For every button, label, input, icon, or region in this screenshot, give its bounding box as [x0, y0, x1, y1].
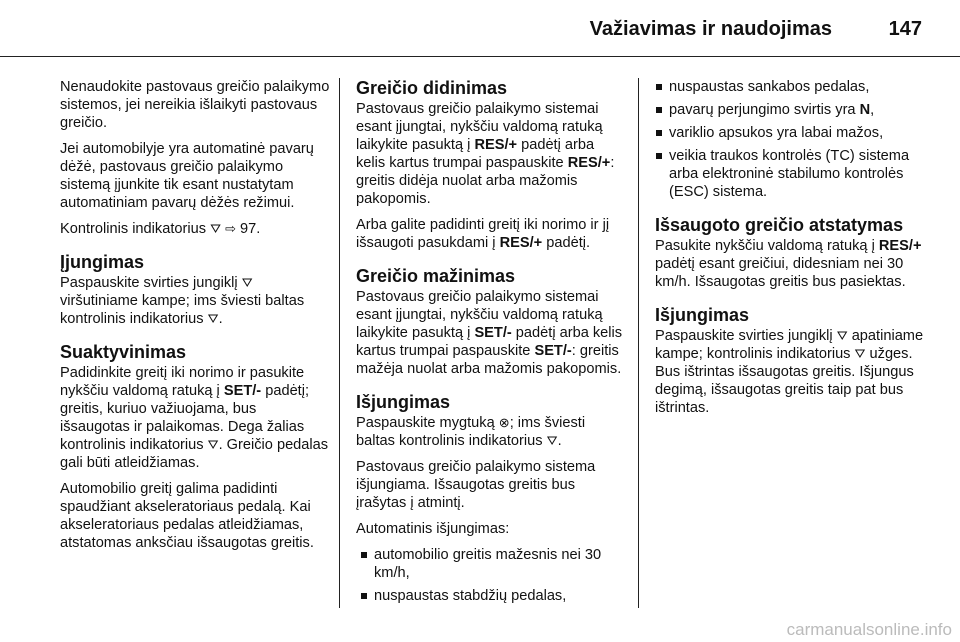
paragraph: Paspauskite svirties jungiklį ⛛ viršutiniame kampe; ims šviesti baltas kontrolinis indikatorius ⛛. [60, 275, 305, 327]
paragraph: Pastovaus greičio palaikymo sistemai esant įjungtai, nykščiu valdomą ratuką laikykite pasuktą į RES/+ padėtį arba kelis kartus trumpai paspauskite RES/+: greitis didėja nuolat arba mažomis pakopomis. [356, 101, 615, 207]
column-2 [356, 78, 626, 610]
cruise-control-icon: ⛛ [207, 437, 219, 452]
paragraph: Arba galite padidinti greitį iki norimo ir jį išsaugoti pasukdami į RES/+ padėtį. [356, 217, 610, 251]
paragraph: Kontrolinis indikatorius ⛛ ⇨ 97. [60, 221, 261, 237]
page-number: 147 [888, 18, 922, 40]
column-1 [60, 78, 330, 560]
heading-decrease-speed: Greičio mažinimas [356, 266, 516, 286]
paragraph: Paspauskite mygtuką ⊗; ims šviesti baltas kontrolinis indikatorius ⛛. [356, 415, 586, 449]
list-item: nuspaustas sankabos pedalas, [655, 78, 925, 96]
heading-activation: Suaktyvinimas [60, 342, 187, 362]
list-item: veikia traukos kontrolės (TC) sistema arba elektroninė stabilumo kontrolės (ESC) sistema. [655, 147, 925, 201]
heading-switch-on: Įjungimas [60, 252, 145, 272]
cruise-control-icon: ⛛ [207, 311, 219, 326]
cancel-icon: ⊗ [498, 415, 510, 430]
list-item: variklio apsukos yra labai mažos, [655, 124, 925, 142]
heading-increase-speed: Greičio didinimas [356, 78, 508, 98]
cruise-control-icon: ⛛ [241, 275, 253, 290]
list-item: pavarų perjungimo svirtis yra N, [655, 101, 925, 119]
heading-resume-speed: Išsaugoto greičio atstatymas [655, 215, 904, 235]
header-rule [0, 56, 960, 57]
cruise-control-icon: ⛛ [836, 328, 848, 343]
paragraph: Automobilio greitį galima padidinti spaudžiant akseleratoriaus pedalą. Kai akseleratoriaus pedalas atleidžiamas, atstatomas anksčiau išsaugotas greitis. [60, 481, 314, 551]
list-item: automobilio greitis mažesnis nei 30 km/h, [360, 546, 626, 582]
cruise-control-icon: ⛛ [210, 221, 221, 236]
heading-deactivation: Išjungimas [356, 392, 451, 412]
column-divider-1 [339, 78, 340, 608]
auto-off-list [356, 546, 626, 605]
paragraph: Pasukite nykščiu valdomą ratuką į RES/+ padėtį esant greičiui, didesniam nei 30 km/h. Išsaugotas greitis bus pasiektas. [655, 238, 922, 290]
heading-switch-off: Išjungimas [655, 305, 750, 325]
paragraph: Paspauskite svirties jungiklį ⛛ apatiniame kampe; kontrolinis indikatorius ⛛ užges. Bus ištrintas išsaugotas greitis. Išjungus degimą, išsaugotas greitis taip pat bus ištrintas. [655, 328, 924, 416]
column-3 [655, 78, 925, 425]
watermark: carmanualsonline.info [786, 620, 952, 639]
column-divider-2 [638, 78, 639, 608]
paragraph: Pastovaus greičio palaikymo sistema išjungiama. Išsaugotas greitis bus įrašytas į atmintį. [356, 459, 596, 511]
paragraph: Padidinkite greitį iki norimo ir pasukite nykščiu valdomą ratuką į SET/- padėtį; greitis, kuriuo važiuojama, bus išsaugotas ir palaikomas. Dega žalias kontrolinis indikatorius ⛛. Greičio pedalas gali būti atleidžiamas. [60, 365, 329, 471]
arrow-right-icon: ⇨ [225, 221, 236, 236]
list-item: nuspaustas stabdžių pedalas, [360, 587, 626, 605]
paragraph: Jei automobilyje yra automatinė pavarų dėžė, pastovaus greičio palaikymo sistemą įjunkite tik esant nustatytam automatiniam pavarų dėžės režimui. [60, 141, 314, 211]
page-title: Važiavimas ir naudojimas [589, 18, 832, 40]
cruise-control-icon: ⛛ [854, 346, 866, 361]
cruise-control-icon: ⛛ [546, 433, 558, 448]
paragraph: Nenaudokite pastovaus greičio palaikymo sistemos, jei nereikia išlaikyti pastovaus greičio. [60, 79, 330, 131]
paragraph: Automatinis išjungimas: [356, 521, 510, 537]
auto-off-list-continued [655, 78, 925, 201]
paragraph: Pastovaus greičio palaikymo sistemai esant įjungtai, nykščiu valdomą ratuką laikykite pasuktą į SET/- padėtį arba kelis kartus trumpai paspauskite SET/-: greitis mažėja nuolat arba mažomis pakopomis. [356, 289, 623, 377]
